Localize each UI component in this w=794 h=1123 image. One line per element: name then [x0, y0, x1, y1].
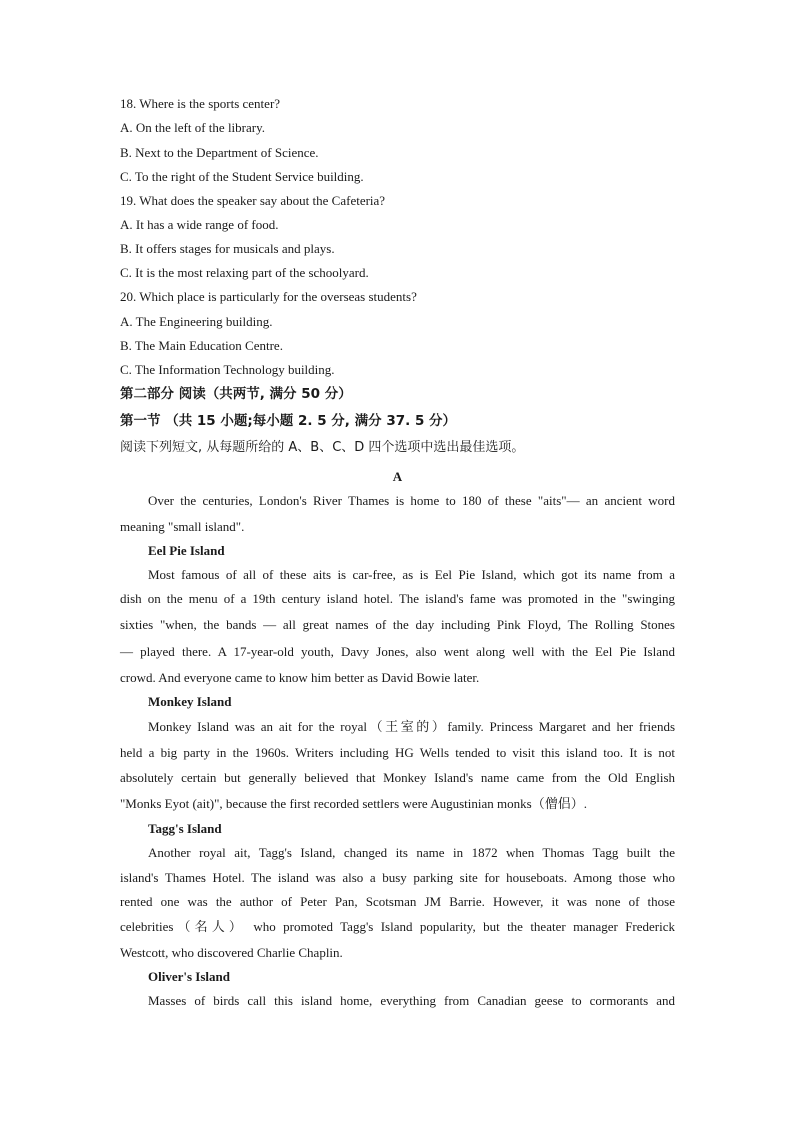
oliver-line-1: Masses of birds call this island home, everything from Canadian geese to cormorants and: [148, 993, 675, 1008]
intro-line-1: Over the centuries, London's River Thames is home to 180 of these "aits"— an ancient word: [148, 493, 675, 508]
monkey-line-2: held a big party in the 1960s. Writers including HG Wells tended to visit this island too. It is not: [120, 745, 675, 760]
tagg-line-2: island's Thames Hotel. The island was also a busy parking site for houseboats. Among those who: [120, 870, 675, 885]
eel-line-3: sixties "when, the bands — all great names of the day including Pink Floyd, The Rolling Stones: [120, 617, 675, 632]
option-19c: C. It is the most relaxing part of the schoolyard.: [120, 265, 369, 280]
tagg-line-3: rented one was the author of Peter Pan, Scotsman JM Barrie. However, it was none of those: [120, 894, 675, 909]
option-20b: B. The Main Education Centre.: [120, 338, 283, 353]
passage-label: A: [392, 469, 403, 484]
monkey-line-3: absolutely certain but generally believed that Monkey Island's name came from the Old English: [120, 770, 675, 785]
instruction: 阅读下列短文, 从每题所给的 A、B、C、D 四个选项中选出最佳选项。: [120, 440, 525, 455]
tagg-line-1: Another royal ait, Tagg's Island, changed its name in 1872 when Thomas Tagg built the: [148, 845, 675, 860]
eel-pie-title: Eel Pie Island: [148, 543, 225, 558]
tagg-line-5: Westcott, who discovered Charlie Chaplin.: [120, 945, 343, 960]
monkey-line-1: Monkey Island was an ait for the royal（王室的）family. Princess Margaret and her friends: [148, 719, 675, 734]
question-18: 18. Where is the sports center?: [120, 96, 281, 111]
part2-heading: 第二部分 阅读（共两节, 满分 50 分）: [120, 386, 352, 402]
monkey-line-4: "Monks Eyot (ait)", because the first recorded settlers were Augustinian monks（僧侣）.: [120, 796, 587, 811]
question-20: 20. Which place is particularly for the overseas students?: [120, 289, 417, 304]
eel-line-5: crowd. And everyone came to know him better as David Bowie later.: [120, 670, 480, 685]
monkey-title: Monkey Island: [148, 694, 232, 709]
option-19b: B. It offers stages for musicals and plays.: [120, 241, 335, 256]
section1-heading: 第一节 （共 15 小题;每小题 2. 5 分, 满分 37. 5 分）: [120, 413, 457, 429]
option-18c: C. To the right of the Student Service building.: [120, 169, 364, 184]
oliver-title: Oliver's Island: [148, 969, 230, 984]
eel-line-4: — played there. A 17-year-old youth, Davy Jones, also went along well with the Eel Pie Island: [120, 644, 675, 659]
option-19a: A. It has a wide range of food.: [120, 217, 279, 232]
option-20a: A. The Engineering building.: [120, 314, 273, 329]
eel-line-1: Most famous of all of these aits is car-free, as is Eel Pie Island, which got its name from a: [148, 567, 675, 582]
option-18b: B. Next to the Department of Science.: [120, 145, 319, 160]
intro-line-2: meaning "small island".: [120, 519, 245, 534]
option-18a: A. On the left of the library.: [120, 120, 265, 135]
tagg-line-4: celebrities（名人） who promoted Tagg's Island popularity, but the theater manager Frederick: [120, 919, 675, 934]
option-20c: C. The Information Technology building.: [120, 362, 335, 377]
question-19: 19. What does the speaker say about the Cafeteria?: [120, 193, 386, 208]
tagg-title: Tagg's Island: [148, 821, 222, 836]
eel-line-2: dish on the menu of a 19th century island hotel. The island's fame was promoted in the "swinging: [120, 591, 675, 606]
